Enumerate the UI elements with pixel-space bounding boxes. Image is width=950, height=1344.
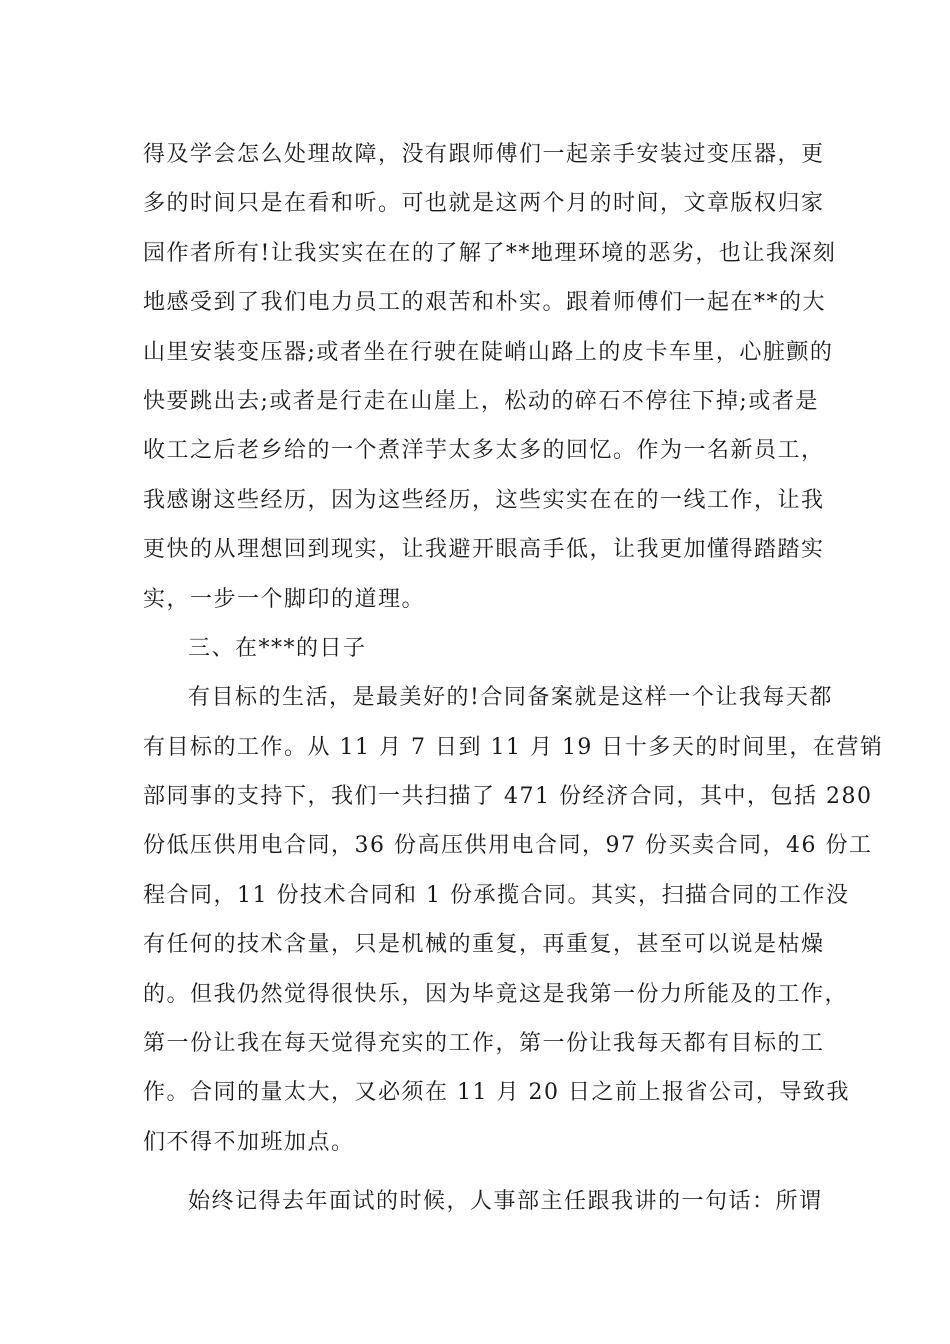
- text-line: 山里安装变压器;或者坐在行驶在陡峭山路上的皮卡车里，心脏颤的: [143, 339, 834, 365]
- text-line: 程合同，11 份技术合同和 1 份承揽合同。其实，扫描合同的工作没: [143, 882, 850, 908]
- text-line: 快要跳出去;或者是行走在山崖上，松动的碎石不停往下掉;或者是: [143, 388, 819, 414]
- text-line: 部同事的支持下，我们一共扫描了 471 份经济合同，其中，包括 280: [143, 784, 873, 810]
- text-line: 们不得不加班加点。: [143, 1129, 355, 1155]
- text-line: 的。但我仍然觉得很快乐，因为毕竟这是我第一份力所能及的工作，: [143, 981, 849, 1007]
- text-line: 得及学会怎么处理故障，没有跟师傅们一起亲手安装过变压器，更: [143, 142, 825, 167]
- paragraph-start-line: 始终记得去年面试的时候，人事部主任跟我讲的一句话：所谓: [188, 1189, 823, 1215]
- document-body: [143, 130, 884, 1227]
- paragraph-gap: [143, 1167, 823, 1177]
- text-line: 实，一步一个脚印的道理。: [143, 586, 426, 612]
- section-heading: 三、在***的日子: [188, 635, 367, 661]
- text-line: 收工之后老乡给的一个煮洋芋太多太多的回忆。作为一名新员工，: [143, 438, 825, 464]
- text-line: 多的时间只是在看和听。可也就是这两个月的时间，文章版权归家: [143, 191, 825, 217]
- text-line: 地感受到了我们电力员工的艰苦和朴实。跟着师傅们一起在**的大: [143, 290, 827, 316]
- text-line: 有任何的技术含量，只是机械的重复，再重复，甚至可以说是枯燥: [143, 932, 825, 958]
- text-line: 作。合同的量太大，又必须在 11 月 20 日之前上报省公司，导致我: [143, 1080, 850, 1106]
- text-line: 我感谢这些经历，因为这些经历，这些实实在在的一线工作，让我: [143, 487, 825, 513]
- text-line: 更快的从理想回到现实，让我避开眼高手低，让我更加懂得踏踏实: [143, 537, 825, 563]
- text-line: 份低压供用电合同，36 份高压供用电合同，97 份买卖合同，46 份工: [143, 833, 873, 859]
- text-line: 第一份让我在每天觉得充实的工作，第一份让我每天都有目标的工: [143, 1031, 825, 1057]
- text-line: 有目标的工作。从 11 月 7 日到 11 月 19 日十多天的时间里，在营销: [143, 734, 884, 760]
- paragraph-start-line: 有目标的生活，是最美好的!合同备案就是这样一个让我每天都: [188, 685, 833, 711]
- text-line: 园作者所有!让我实实在在的了解了**地理环境的恶劣，也让我深刻: [143, 240, 837, 266]
